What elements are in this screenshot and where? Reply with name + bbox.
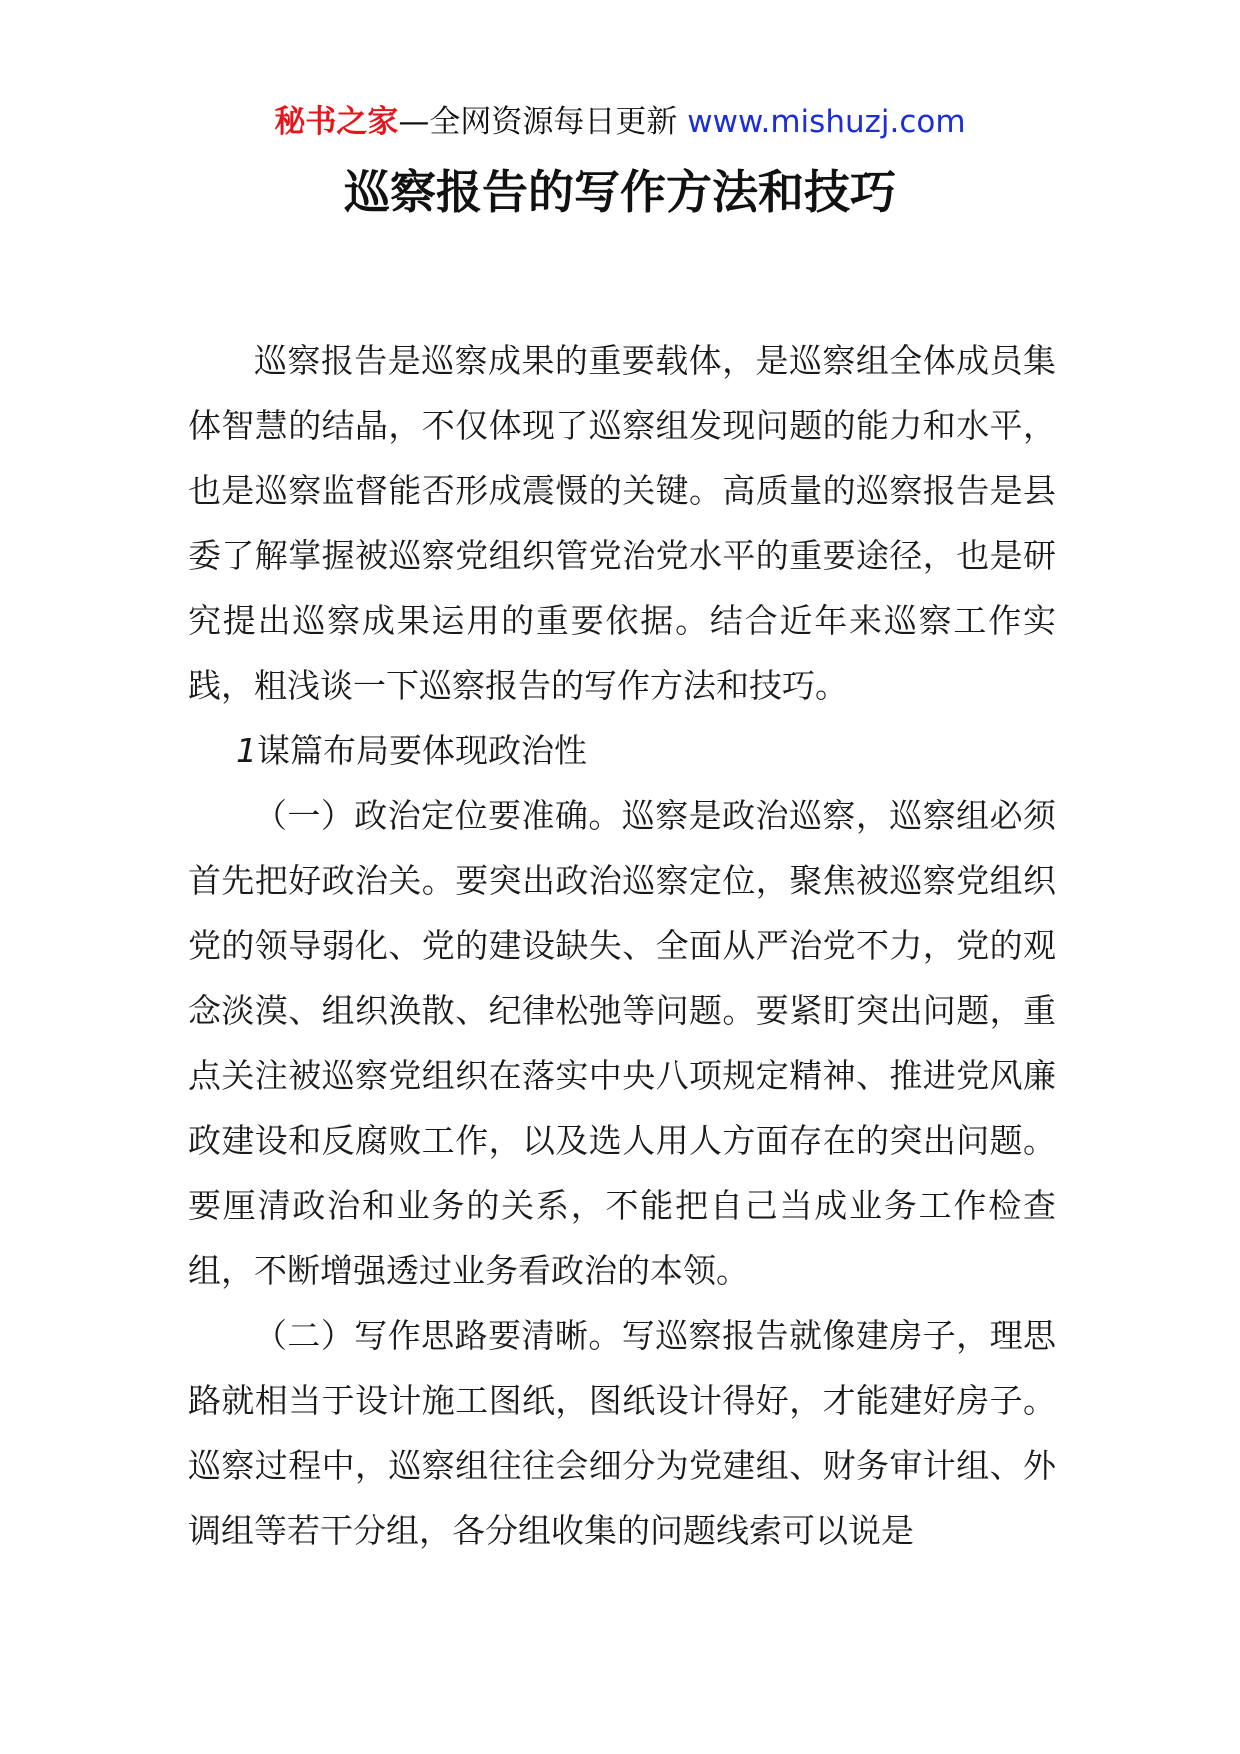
site-url-link[interactable]: www.mishuzj.com: [687, 104, 966, 140]
section-heading: [188, 718, 1056, 783]
header-tagline: —全网资源每日更新: [398, 104, 678, 140]
site-header: [0, 100, 1240, 144]
intro-paragraph: 巡察报告是巡察成果的重要载体，是巡察组全体成员集体智慧的结晶，不仅体现了巡察组发现问题的能力和水平，也是巡察监督能否形成震慑的关键。高质量的巡察报告是县委了解掌握被巡察党组织管党治党水平的重要途径，也是研究提出巡察成果运用的重要依据。结合近年来巡察工作实践，粗浅谈一下巡察报告的写作方法和技巧。: [188, 341, 1056, 705]
section-number: 1: [236, 731, 257, 770]
paragraph-political-positioning: （一）政治定位要准确。巡察是政治巡察，巡察组必须首先把好政治关。要突出政治巡察定位，聚焦被巡察党组织党的领导弱化、党的建设缺失、全面从严治党不力，党的观念淡漠、组织涣散、纪律松弛等问题。要紧盯突出问题，重点关注被巡察党组织在落实中央八项规定精神、推进党风廉政建设和反腐败工作，以及选人用人方面存在的突出问题。要厘清政治和业务的关系，不能把自己当成业务工作检查组，不断增强透过业务看政治的本领。: [188, 796, 1056, 1290]
document-body: [188, 328, 1056, 1563]
section-heading-text: 谋篇布局要体现政治性: [257, 731, 587, 770]
document-title: 巡察报告的写作方法和技巧: [344, 165, 896, 219]
paragraph-writing-approach: （二）写作思路要清晰。写巡察报告就像建房子，理思路就相当于设计施工图纸，图纸设计得好，才能建好房子。巡察过程中，巡察组往往会细分为党建组、财务审计组、外调组等若干分组，各分组收集的问题线索可以说是: [188, 1316, 1056, 1550]
brand-name: 秘书之家: [274, 104, 399, 140]
